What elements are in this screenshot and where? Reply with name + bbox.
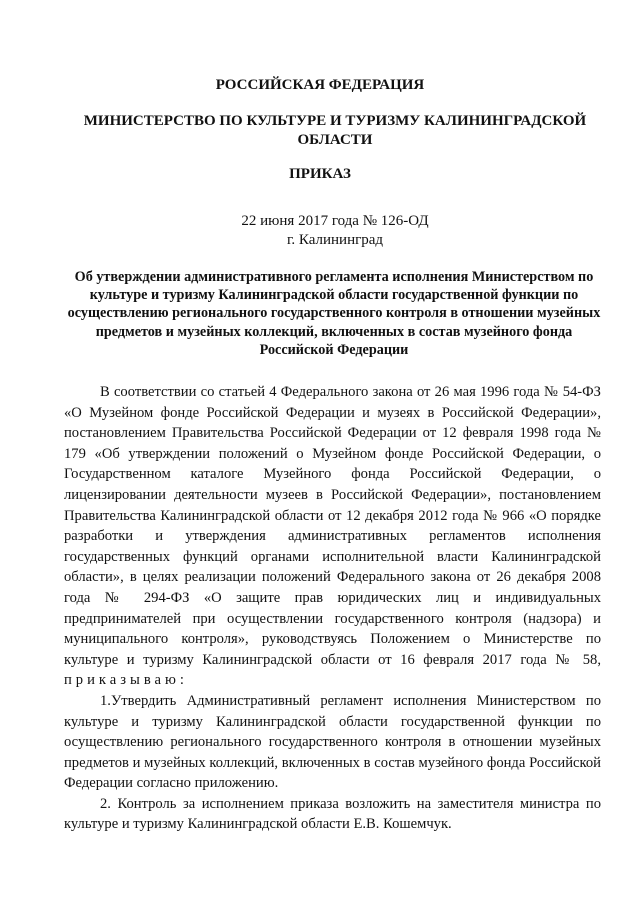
ministry-heading: МИНИСТЕРСТВО ПО КУЛЬТУРЕ И ТУРИЗМУ КАЛИНИНГРАДСКОЙ ОБЛАСТИ (83, 113, 587, 148)
date-number: 22 июня 2017 года № 126-ОД (241, 213, 429, 229)
city: г. Калининград (286, 232, 384, 248)
order-item-1: 1.Утвердить Административный регламент исполнения Министерством по культуре и туризму Калининградской области государственной функции по осуществлению регионального государственного контроля в отношении музейных предметов и музейных коллекций, включенных в состав музейного фонда Российской Федерации согласно приложению. (64, 692, 601, 792)
document-type-heading: ПРИКАЗ (289, 166, 351, 182)
document-body (64, 382, 601, 835)
preamble-text: В соответствии со статьей 4 Федерального закона от 26 мая 1996 года № 54-ФЗ «О Музейном фонде Российской Федерации и музеях в Российской Федерации», постановлением Правительства Российской Федерации от 12 февраля 1998 года № 179 «Об утверждении положений о Музейном фонде Российской Федерации, о Государственном каталоге Музейного фонда Российской Федерации, о лицензировании деятельности музеев в Российской Федерации», постановлением Правительства Калининградской области от 12 декабря 2012 года № 966 «О порядке разработки и утверждения административных регламентов исполнения государственных функций органами исполнительной власти Калининградской области», в целях реализации положений Федерального закона от 26 декабря 2008 года № 294-ФЗ «О защите прав юридических лиц и индивидуальных предпринимателей при осуществлении государственного контроля (надзора) и муниципального контроля», руководствуясь Положением о Министерстве по культуре и туризму Калининградской области от 16 февраля 2017 года № 58, (64, 384, 601, 668)
order-word: приказываю: (64, 672, 188, 689)
document-title: Об утверждении административного регламента исполнения Министерством по культуре и туризму Калининградской области государственной функции по осуществлению регионального государственного контроля в отношении музейных предметов и музейных коллекций, включенных в состав музейного фонда Российской Федерации (67, 269, 601, 358)
date-place-block (230, 212, 440, 250)
country-heading: РОССИЙСКАЯ ФЕДЕРАЦИЯ (215, 77, 425, 93)
preamble-paragraph (64, 382, 601, 691)
order-item-2: 2. Контроль за исполнением приказа возложить на заместителя министра по культуре и туризму Калининградской области Е.В. Кошемчук. (64, 795, 601, 833)
